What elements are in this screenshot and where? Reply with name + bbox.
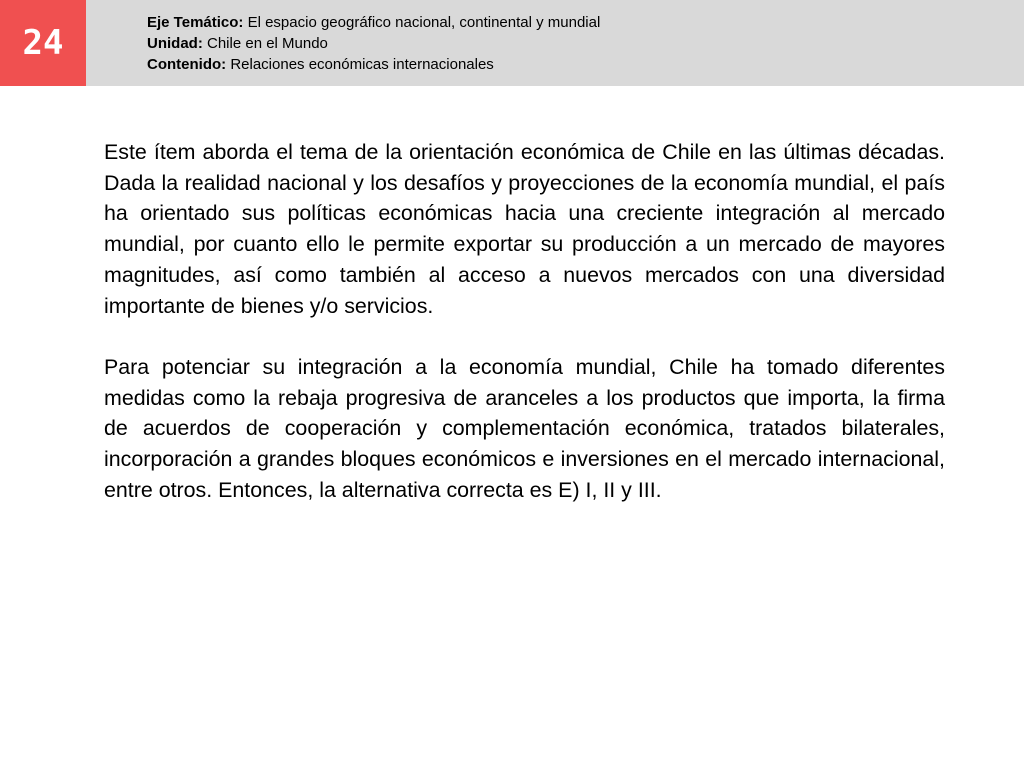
explanation-paragraph-1: Este ítem aborda el tema de la orientación económica de Chile en las últimas décadas. Dada la realidad nacional y los desafíos y proyecciones de la economía mundial, el país ha orientado sus políticas económicas hacia una creciente integración al mercado mundial, por cuanto ello le permite exportar su producción a un mercado de mayores magnitudes, así como también al acceso a nuevos mercados con una diversidad importante de bienes y/o servicios. (104, 140, 945, 318)
unidad-line (147, 33, 600, 54)
item-number-badge: 24 (0, 0, 86, 86)
explanation-paragraph-2: Para potenciar su integración a la economía mundial, Chile ha tomado diferentes medidas como la rebaja progresiva de aranceles a los productos que importa, la firma de acuerdos de cooperación y complementación económica, tratados bilaterales, incorporación a grandes bloques económicos e inversiones en el mercado internacional, entre otros. Entonces, la alternativa correcta es E) I, II y III. (104, 354, 945, 502)
contenido-label: Contenido: (147, 56, 227, 73)
eje-tematico-label: Eje Temático: (147, 14, 244, 31)
unidad-value: Chile en el Mundo (202, 35, 328, 52)
contenido-line (147, 54, 600, 75)
explanation-body (104, 137, 945, 536)
eje-tematico-value: El espacio geográfico nacional, continental y mundial (243, 14, 601, 31)
topic-metadata (147, 12, 600, 75)
unidad-label: Unidad: (147, 35, 203, 52)
slide-header (0, 0, 1024, 86)
contenido-value: Relaciones económicas internacionales (226, 56, 494, 73)
eje-tematico-line (147, 12, 600, 33)
